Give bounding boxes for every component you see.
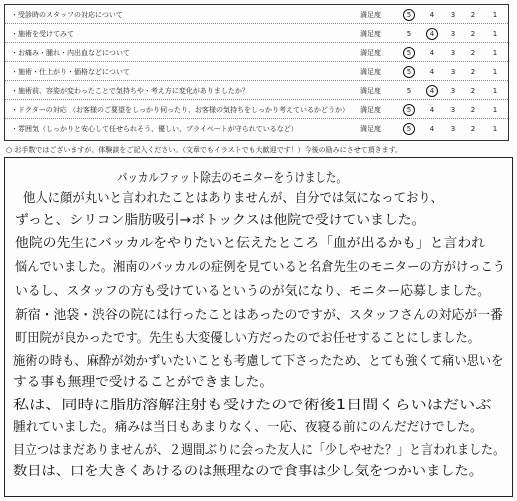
score-option[interactable]: 2 (470, 106, 476, 114)
selected-score[interactable]: 5 (403, 123, 415, 135)
score-option[interactable]: 1 (492, 125, 498, 133)
satisfaction-label: 満足度 (360, 125, 381, 133)
survey-question: ・受診時のスタッフの対応について (11, 11, 123, 19)
satisfaction-label: 満足度 (360, 49, 381, 57)
comment-line: 腫れていました。痛みは当日もあまりなく、一応、夜寝る前にのんだだけでした。 (13, 420, 483, 435)
score-option[interactable]: 2 (470, 125, 476, 133)
comment-instruction: ○ お手数ではございますが、体験談をご記入ください。（文章でもイラストでも大歓迎です！）今後の励みにさせて頂きます。 (6, 146, 403, 154)
satisfaction-label: 満足度 (360, 106, 381, 114)
selected-score[interactable]: 4 (426, 85, 438, 97)
score-option[interactable]: 4 (429, 125, 435, 133)
survey-question: ・お痛み・腫れ・内出血などについて (11, 49, 130, 57)
comment-line: いるし、スタッフの方も受けているというのが気になり、モニター応募しました。 (15, 284, 491, 299)
satisfaction-label: 満足度 (360, 87, 381, 95)
score-option[interactable]: 2 (470, 30, 476, 38)
survey-row (5, 102, 508, 119)
score-option[interactable]: 5 (406, 30, 412, 38)
score-option[interactable]: 1 (492, 11, 498, 19)
comment-line: 他人に顔が丸いと言われたことはありませんが、自分では気になっており、 (23, 191, 444, 206)
score-option[interactable]: 4 (429, 68, 435, 76)
score-option[interactable]: 3 (450, 30, 456, 38)
comment-line: 数日は、口を大きくあけるのは無理なので食事は少し気をつかいました。 (13, 464, 484, 479)
score-option[interactable]: 2 (470, 11, 476, 19)
selected-score[interactable]: 5 (403, 104, 415, 116)
comment-line: 目立つはまだありませんが、２週間ぶりに会った友人に「少しやせた？」と言われました。 (13, 443, 506, 458)
survey-row (5, 83, 508, 100)
survey-question: ・雰囲気（しっかりと安心して任せられそう、優しい、プライベートが守られているなど） (11, 125, 298, 133)
comment-line: 悩んでいました。湘南のバッカルの症例を見ていると名倉先生のモニターの方がけっこう (15, 260, 506, 275)
score-option[interactable]: 2 (470, 87, 476, 95)
selected-score[interactable]: 5 (403, 9, 415, 21)
survey-question: ・施術を受けてみて (11, 30, 74, 38)
comment-line: する事も無理で受けることができました。 (13, 375, 274, 390)
comment-line: ずっと、シリコン脂肪吸引→ボトックスは他院で受けていました。 (15, 213, 426, 228)
handwritten-comment-box (4, 157, 513, 497)
survey-row (5, 45, 508, 62)
survey-row (5, 26, 508, 43)
satisfaction-label: 満足度 (360, 30, 381, 38)
survey-question: ・施術前、容姿が変わったことで気持ちや・考え方に変化がありましたか？ (11, 87, 249, 95)
comment-line: バッカルファット除去のモニターをうけました。 (117, 171, 347, 186)
score-option[interactable]: 5 (406, 87, 412, 95)
score-option[interactable]: 4 (429, 49, 435, 57)
score-option[interactable]: 3 (450, 106, 456, 114)
score-option[interactable]: 4 (429, 106, 435, 114)
selected-score[interactable]: 5 (403, 66, 415, 78)
comment-line: 他院の先生にバッカルをやりたいと伝えたところ「血が出るかも」と言われ (15, 236, 486, 251)
comment-line: 町田院が良かったです。先生も大変優しい方だったのでお任せすることにしました。 (15, 331, 480, 346)
survey-row (5, 121, 508, 138)
survey-row (5, 64, 508, 81)
selected-score[interactable]: 5 (403, 47, 415, 59)
score-option[interactable]: 3 (450, 49, 456, 57)
comment-line: 私は、同時に脂肪溶解注射も受けたので術後1日間くらいはだいぶ (13, 398, 492, 413)
selected-score[interactable]: 4 (426, 28, 438, 40)
score-option[interactable]: 1 (492, 30, 498, 38)
score-option[interactable]: 1 (492, 106, 498, 114)
comment-line: 施術の時も、麻酔が効かずいたいことも考慮して下さったため、とても強くて痛い思いを (13, 354, 504, 369)
score-option[interactable]: 3 (450, 11, 456, 19)
satisfaction-label: 満足度 (360, 11, 381, 19)
survey-row (5, 7, 508, 24)
score-option[interactable]: 3 (450, 87, 456, 95)
score-option[interactable]: 2 (470, 68, 476, 76)
survey-question: ・ドクターの対応 （お客様のご要望をしっかり伺ったり、お客様の気持ちをしっかり考えているかどうか） (11, 106, 349, 114)
score-option[interactable]: 4 (429, 11, 435, 19)
score-option[interactable]: 1 (492, 49, 498, 57)
score-option[interactable]: 1 (492, 68, 498, 76)
score-option[interactable]: 3 (450, 68, 456, 76)
score-option[interactable]: 2 (470, 49, 476, 57)
score-option[interactable]: 1 (492, 87, 498, 95)
comment-line: 新宿・池袋・渋谷の院には行ったことはあったのですが、スタッフさんの対応が一番 (15, 308, 503, 323)
survey-question: ・施術・仕上がり・価格などについて (11, 68, 130, 76)
satisfaction-survey-table (4, 4, 509, 141)
score-option[interactable]: 3 (450, 125, 456, 133)
satisfaction-label: 満足度 (360, 68, 381, 76)
